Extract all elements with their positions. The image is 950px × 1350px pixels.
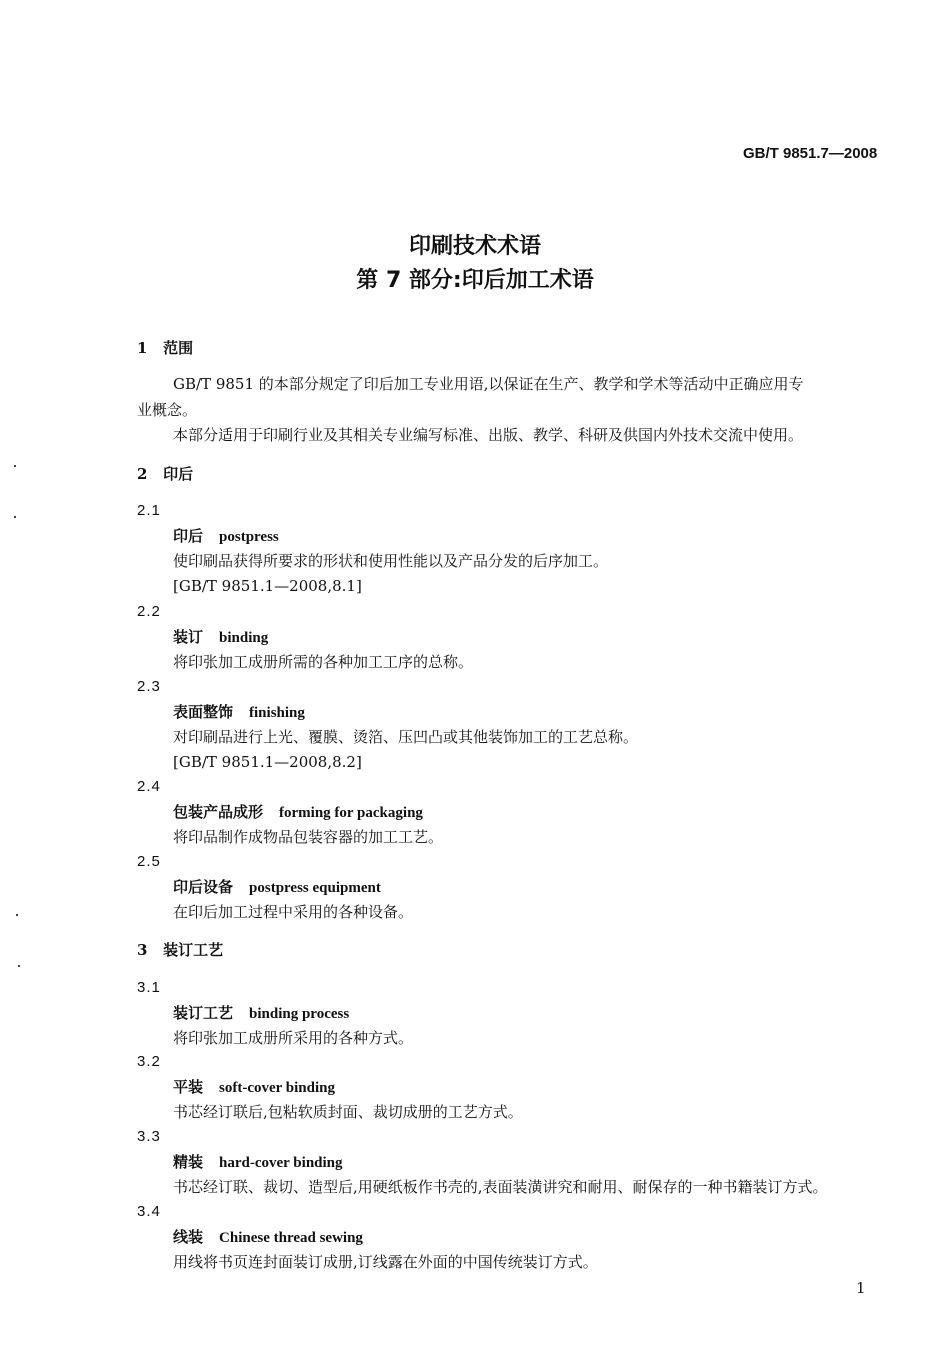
term-number: 3.2 bbox=[137, 1053, 161, 1070]
title-line-1: 印刷技术术语 bbox=[408, 234, 541, 259]
term-heading: 表面整饰 finishing bbox=[173, 703, 305, 721]
term-number: 2.2 bbox=[137, 603, 161, 620]
page-number: 1 bbox=[856, 1279, 866, 1297]
term-reference: [GB/T 9851.1—2008,8.2] bbox=[173, 753, 362, 771]
term-definition: 在印后加工过程中采用的各种设备。 bbox=[173, 903, 414, 921]
term-number: 2.4 bbox=[137, 778, 161, 795]
term-heading: 印后 postpress bbox=[173, 527, 279, 545]
term-heading: 精装 hard-cover binding bbox=[173, 1153, 343, 1171]
term-number: 2.3 bbox=[137, 678, 161, 695]
term-heading: 平装 soft-cover binding bbox=[173, 1078, 335, 1096]
term-number: 3.4 bbox=[137, 1203, 161, 1220]
paragraph: 业概念。 bbox=[137, 401, 198, 419]
term-heading: 印后设备 postpress equipment bbox=[173, 878, 381, 896]
section-2-heading: 2 印后 bbox=[137, 465, 194, 483]
term-heading: 装订工艺 binding process bbox=[173, 1004, 350, 1022]
term-heading: 包装产品成形 forming for packaging bbox=[173, 803, 423, 821]
term-definition: 将印张加工成册所需的各种加工工序的总称。 bbox=[173, 653, 474, 671]
term-definition: 使印刷品获得所要求的形状和使用性能以及产品分发的后序加工。 bbox=[173, 552, 609, 570]
term-number: 2.1 bbox=[137, 502, 161, 519]
term-definition: 将印品制作成物品包装容器的加工工艺。 bbox=[173, 828, 444, 846]
paragraph: 本部分适用于印刷行业及其相关专业编写标准、出版、教学、科研及供国内外技术交流中使用。 bbox=[173, 426, 804, 444]
term-definition: 将印张加工成册所采用的各种方式。 bbox=[173, 1029, 414, 1047]
term-heading: 线装 Chinese thread sewing bbox=[173, 1228, 363, 1246]
term-number: 3.1 bbox=[137, 979, 161, 996]
term-definition: 对印刷品进行上光、覆膜、烫箔、压凹凸或其他装饰加工的工艺总称。 bbox=[173, 728, 639, 746]
term-number: 2.5 bbox=[137, 853, 161, 870]
section-3-heading: 3 装订工艺 bbox=[137, 941, 224, 959]
section-1-heading: 1 范围 bbox=[137, 339, 194, 357]
term-definition: 用线将书页连封面装订成册,订线露在外面的中国传统装订方式。 bbox=[173, 1253, 598, 1271]
term-number: 3.3 bbox=[137, 1128, 161, 1145]
standard-code: GB/T 9851.7—2008 bbox=[743, 145, 878, 162]
title-line-2: 第 7 部分:印后加工术语 bbox=[356, 268, 594, 293]
term-definition: 书芯经订联后,包粘软质封面、裁切成册的工艺方式。 bbox=[173, 1103, 523, 1121]
paragraph: GB/T 9851 的本部分规定了印后加工专业用语,以保证在生产、教学和学术等活动中正确应用专 bbox=[173, 375, 804, 393]
term-definition: 书芯经订联、裁切、造型后,用硬纸板作书壳的,表面装潢讲究和耐用、耐保存的一种书籍装订方式。 bbox=[173, 1178, 828, 1196]
term-heading: 装订 binding bbox=[173, 628, 269, 646]
term-reference: [GB/T 9851.1—2008,8.1] bbox=[173, 577, 362, 595]
